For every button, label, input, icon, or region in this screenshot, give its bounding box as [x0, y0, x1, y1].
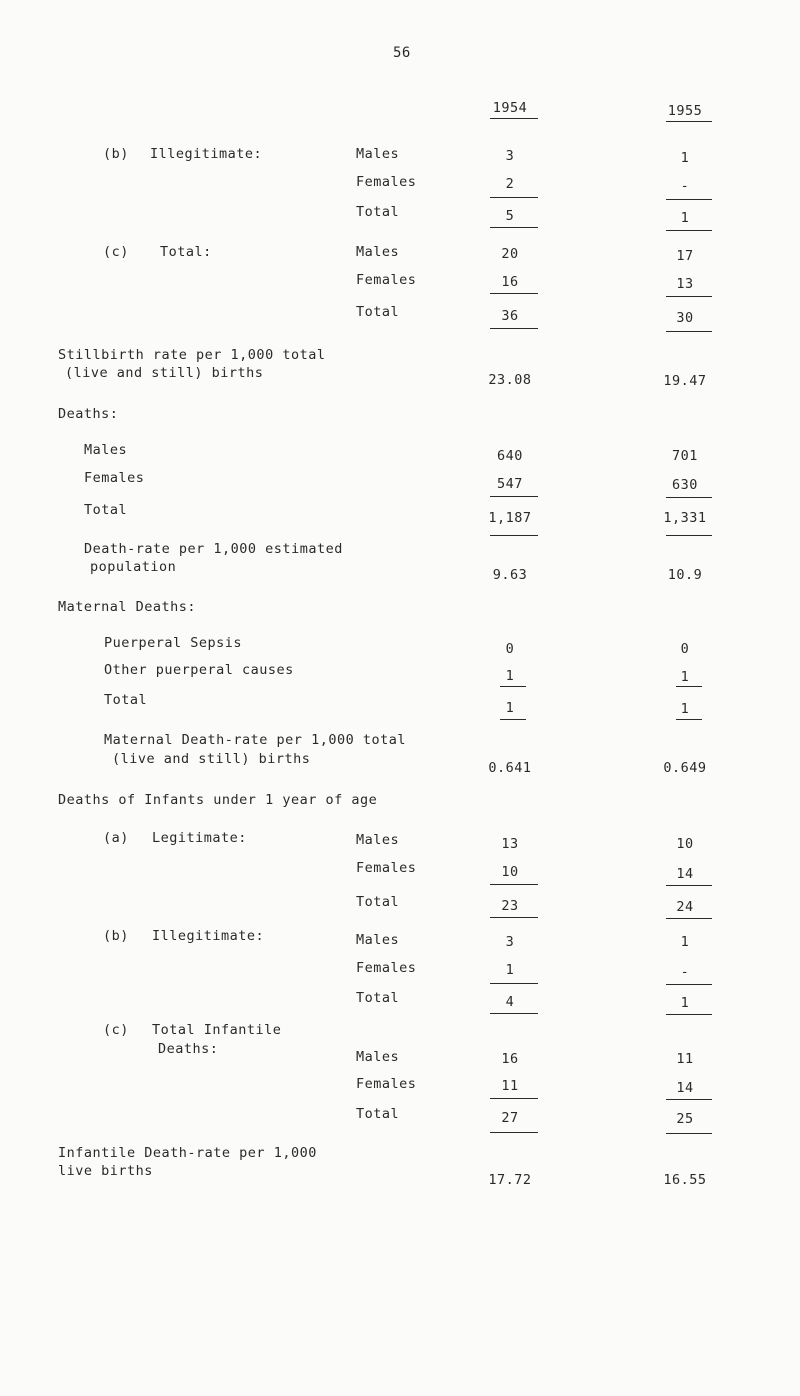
subtotal-rule-1955 [666, 885, 712, 886]
value-1955: 17 [676, 248, 694, 264]
value-1954: 3 [505, 148, 515, 164]
total-rule-1955 [676, 719, 702, 720]
value-1955: 1 [680, 995, 690, 1011]
header-underline-1955 [666, 121, 712, 122]
value-1955: 25 [676, 1111, 694, 1127]
section-label-b: (b) [103, 146, 129, 162]
section-title-total-infantile-cont: Deaths: [158, 1041, 219, 1057]
row-label-females: Females [356, 272, 417, 288]
row-label-total: Total [356, 204, 400, 220]
section-label-b: (b) [103, 928, 129, 944]
value-1955: 1 [680, 701, 690, 717]
value-1954: 16 [501, 274, 519, 290]
page-number: 56 [393, 45, 411, 61]
subtotal-rule-1954 [490, 496, 538, 497]
subtotal-rule-1954 [490, 983, 538, 984]
death-rate-label: Death-rate per 1,000 estimated [84, 541, 343, 557]
subtotal-rule-1955 [666, 497, 712, 498]
value-1954: 10 [501, 864, 519, 880]
row-label-males: Males [356, 146, 400, 162]
year-header-1954: 1954 [492, 100, 528, 116]
value-1954: 1 [505, 962, 515, 978]
value-1955: 30 [676, 310, 694, 326]
value-1954: 1,187 [488, 510, 532, 526]
subtotal-rule-1954 [490, 884, 538, 885]
value-1954: 2 [505, 176, 515, 192]
value-1954: 640 [497, 448, 523, 464]
total-rule-1954 [490, 917, 538, 918]
row-label-males: Males [356, 832, 400, 848]
section-title-illegitimate: Illegitimate: [152, 928, 265, 944]
value-1954: 0 [505, 641, 515, 657]
row-label-total: Total [356, 894, 400, 910]
row-label-females: Females [356, 1076, 417, 1092]
row-label-females: Females [356, 960, 417, 976]
section-label-c: (c) [103, 244, 129, 260]
total-rule-1954 [490, 1013, 538, 1014]
value-1955: 13 [676, 276, 694, 292]
row-label-males: Males [356, 244, 400, 260]
row-label-males: Males [356, 932, 400, 948]
subtotal-rule-1955 [666, 199, 712, 200]
value-1955: 1,331 [663, 510, 707, 526]
value-1955: 630 [672, 477, 698, 493]
maternal-rate-label-cont: (live and still) births [112, 751, 311, 767]
subtotal-rule-1954 [490, 197, 538, 198]
infantile-rate-label: Infantile Death-rate per 1,000 [58, 1145, 317, 1161]
subtotal-rule-1955 [666, 984, 712, 985]
value-1954: 0.641 [488, 760, 532, 776]
row-label-females: Females [84, 470, 145, 486]
value-1955: 10.9 [667, 567, 703, 583]
value-1954: 3 [505, 934, 515, 950]
value-1954: 9.63 [492, 567, 528, 583]
value-1954: 27 [501, 1110, 519, 1126]
value-1954: 5 [505, 208, 515, 224]
infant-deaths-heading: Deaths of Infants under 1 year of age [58, 792, 378, 808]
value-1955: 1 [680, 210, 690, 226]
value-1955: 19.47 [663, 373, 707, 389]
section-title-total-infantile: Total Infantile [152, 1022, 282, 1038]
row-label-other-causes: Other puerperal causes [104, 662, 294, 678]
row-label-total: Total [356, 304, 400, 320]
deaths-heading: Deaths: [58, 406, 119, 422]
value-1955: - [680, 964, 690, 980]
total-rule-1955 [666, 230, 712, 231]
total-rule-1955 [666, 535, 712, 536]
row-label-females: Females [356, 174, 417, 190]
total-rule-1954 [490, 328, 538, 329]
total-rule-1955 [666, 918, 712, 919]
value-1955: 1 [680, 934, 690, 950]
subtotal-rule-1955 [676, 686, 702, 687]
maternal-deaths-heading: Maternal Deaths: [58, 599, 197, 615]
year-header-1955: 1955 [667, 103, 703, 119]
value-1955: 0.649 [663, 760, 707, 776]
section-label-a: (a) [103, 830, 129, 846]
row-label-total: Total [356, 1106, 400, 1122]
value-1955: 1 [680, 669, 690, 685]
total-rule-1954 [500, 719, 526, 720]
value-1954: 17.72 [488, 1172, 532, 1188]
maternal-rate-label: Maternal Death-rate per 1,000 total [104, 732, 406, 748]
total-rule-1955 [666, 1133, 712, 1134]
row-label-total: Total [84, 502, 128, 518]
value-1954: 1 [505, 700, 515, 716]
row-label-total: Total [104, 692, 148, 708]
value-1955: 14 [676, 866, 694, 882]
stillbirth-rate-label-cont: (live and still) births [65, 365, 264, 381]
header-underline-1954 [490, 118, 538, 119]
total-rule-1954 [490, 1132, 538, 1133]
value-1954: 20 [501, 246, 519, 262]
subtotal-rule-1955 [666, 296, 712, 297]
row-label-total: Total [356, 990, 400, 1006]
value-1955: 24 [676, 899, 694, 915]
value-1954: 23 [501, 898, 519, 914]
total-rule-1955 [666, 1014, 712, 1015]
total-rule-1954 [490, 535, 538, 536]
value-1954: 11 [501, 1078, 519, 1094]
value-1954: 13 [501, 836, 519, 852]
value-1954: 36 [501, 308, 519, 324]
subtotal-rule-1954 [490, 293, 538, 294]
value-1955: 0 [680, 641, 690, 657]
section-title-illegitimate: Illegitimate: [150, 146, 263, 162]
stillbirth-rate-label: Stillbirth rate per 1,000 total [58, 347, 326, 363]
value-1954: 4 [505, 994, 515, 1010]
value-1955: 16.55 [663, 1172, 707, 1188]
section-label-c: (c) [103, 1022, 129, 1038]
row-label-females: Females [356, 860, 417, 876]
value-1954: 16 [501, 1051, 519, 1067]
infantile-rate-label-cont: live births [58, 1163, 153, 1179]
total-rule-1954 [490, 227, 538, 228]
value-1955: 10 [676, 836, 694, 852]
value-1955: - [680, 178, 690, 194]
value-1954: 23.08 [488, 372, 532, 388]
value-1955: 701 [672, 448, 698, 464]
value-1955: 14 [676, 1080, 694, 1096]
subtotal-rule-1954 [490, 1098, 538, 1099]
value-1954: 547 [497, 476, 523, 492]
value-1955: 1 [680, 150, 690, 166]
subtotal-rule-1954 [500, 686, 526, 687]
section-title-legitimate: Legitimate: [152, 830, 247, 846]
value-1955: 11 [676, 1051, 694, 1067]
death-rate-label-cont: population [90, 559, 177, 575]
row-label-males: Males [84, 442, 128, 458]
section-title-total: Total: [160, 244, 212, 260]
row-label-males: Males [356, 1049, 400, 1065]
total-rule-1955 [666, 331, 712, 332]
subtotal-rule-1955 [666, 1099, 712, 1100]
row-label-puerperal-sepsis: Puerperal Sepsis [104, 635, 243, 651]
value-1954: 1 [505, 668, 515, 684]
